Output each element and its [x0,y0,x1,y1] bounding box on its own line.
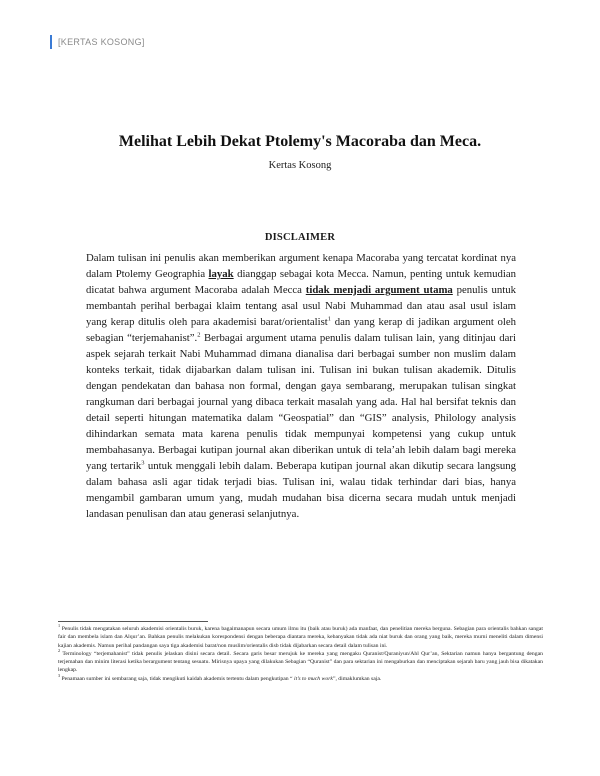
document-title: Melihat Lebih Dekat Ptolemy's Macoraba dan Meca. [118,133,482,150]
body-text: Dalam tulisan ini penulis akan memberikan argument kenapa Macoraba yang tercatat kordinat nya dalam Ptolemy Geographia [86,252,516,280]
footnote-italic-text: it’s to much work [292,675,333,682]
footnote-ref-2[interactable]: 2 [197,331,201,339]
body-text: dianggap sebagai kota Mecca. Namun, penting untuk kemudian dicatat bahwa argument Macoraba adalah Mecca [86,268,517,296]
disclaimer-body [86,250,516,522]
body-text: penulis untuk membantah perihal berbagai klaim tentang asal usul Nabi Muhammad dan atau asal usul islam yang kerap ditulis oleh para akademisi barat/orientalist [86,284,517,328]
footnote-2 [58,650,543,675]
footnote-text: Penamaan sumber ini sembarang saja, tidak mengikuti kaidah akademis tertentu dalam pengkutipan “ [60,675,293,682]
footnote-ref-3[interactable]: 3 [141,459,145,467]
footnote-separator [58,621,208,622]
document-author: Kertas Kosong [268,160,332,171]
emphasis-layak: layak [208,268,234,280]
footnote-text: ”, dimaklumkan saja. [332,675,382,682]
header-label: [KERTAS KOSONG] [58,37,145,47]
footnote-text: Terminology “terjemahanist” tidak penulis jelaskan disini secara detail. Secara garis besar merujuk ke mereka yang mengaku Quranist/Quraniyun/Ahl Qur’an, Sektarian namun hanya bergantung dengan terjemahan dan minim literasi ketika berargument tentang sesuatu. Mirisnya upaya yang dilakukan Sebagian “Quranist” dan para sektarian ini mengaburkan dan menciptakan sejarah baru yang jauh bisa dikatakan lengkap. [58,650,543,674]
emphasis-tidak-menjadi-argument-utama: tidak menjadi argument utama [305,284,453,296]
body-text: dan yang kerap di jadikan argument oleh sebagian “terjemahanist”. [86,316,516,344]
footnote-1 [58,625,543,650]
footnote-text: Penulis tidak mengatakan seluruh akademisi orientalis buruk, karena bagaimanapun secara umum ilmu itu (baik atau buruk) ada manfaat, dan penelitian mereka berguna. Sebagian para orientalis bahkan sangat fair dan membela islam dan Alqur’an. Bahkan penulis melakukan korespondensi dengan beberapa diantara mereka, kebanyakan tidak ada niat buruk dan orang yang baik, mereka murni meneliti dalam dimensi kajian akademis. Namun perihal pandangan saya tiga akademisi barat/non muslim/orientalis disb tidak dijabarkan secara detail dalam tulisan ini. [58,626,543,649]
header-accent-bar [50,35,52,49]
footnote-number: 1 [58,623,61,629]
footnote-ref-1[interactable]: 1 [327,315,332,323]
footnote-number: 3 [58,672,61,678]
body-text: untuk menggali lebih dalam. Beberapa kutipan journal akan dikutip secara langsung dalam bahasa asli agar tidak terjadi bias. Tulisan ini, walau tidak terhindar dari bias, hanya mengambil gambaran umum yang, mudah mudahan bisa dicerna secara mudah untuk menjadi landasan penulisan dan atau generasi selanjutnya. [86,460,517,520]
document-header [50,34,145,50]
disclaimer-paragraph [86,250,516,522]
footnotes [58,625,543,683]
body-text: Berbagai argument utama penulis dalam tulisan lain, yang ditinjau dari aspek sejarah terkait Nabi Muhammad dimana dianalisa dari berbagai sumber non muslim dalam konteks terkait, tidak dijabarkan dalam tulisan ini. Tulisan ini bukan tulisan akademik. Ditulis dengan pendekatan dan bahasa non formal, dengan gaya sembarang, merupakan tulisan singkat rangkuman dari berbagai journal yang dibaca terkait masalah yang ada. Hal hal bersifat teknis dan detail seperti hitungan matematika dalam “Geospatial” dan “GIS” analysis, Philology analysis dihindarkan semata mata karena penulis tidak mempunyai kompetensi yang cukup untuk membahasanya. Berbagai kutipan journal akan diberikan untuk di tela’ah lebih dalam bagi mereka yang tertarik [86,332,516,472]
footnote-3 [58,672,543,683]
disclaimer-heading: DISCLAIMER [264,232,336,243]
footnote-number: 2 [58,648,61,653]
